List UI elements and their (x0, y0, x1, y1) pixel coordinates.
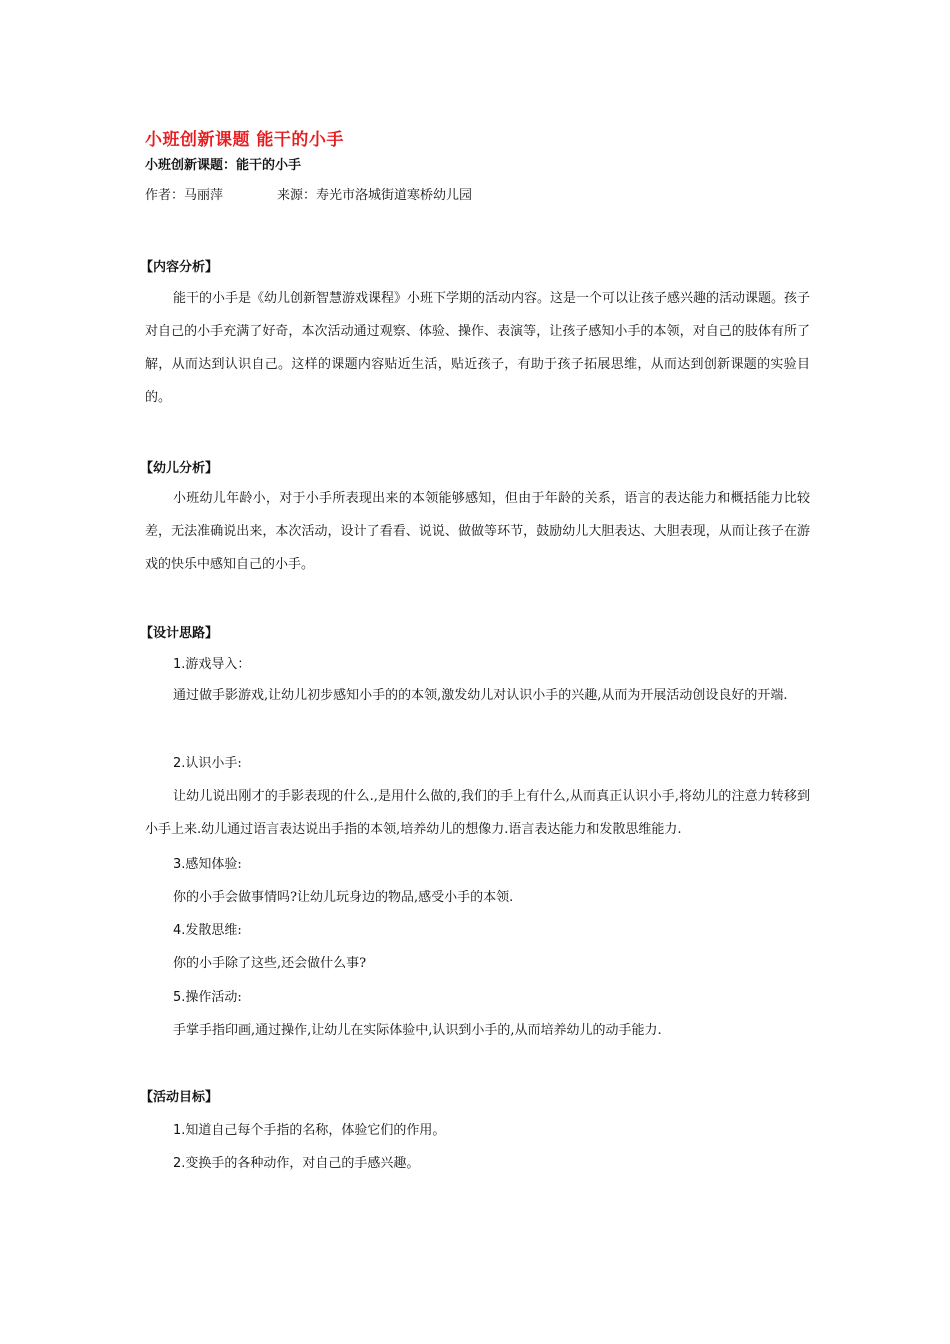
design-step-label (173, 752, 242, 771)
goal-item (173, 1119, 445, 1138)
section-heading-goals: 【活动目标】 (140, 1090, 219, 1105)
design-step-title: 发散思维: (185, 923, 242, 938)
content-analysis-paragraph: 能干的小手是《幼儿创新智慧游戏课程》小班下学期的活动内容。这是一个可以让孩子感兴趣的活动课题。孩子对自己的小手充满了好奇，本次活动通过观察、体验、操作、表演等，让孩子感知小手的本领，对自己的肢体有所了解，从而达到认识自己。这样的课题内容贴近生活，贴近孩子，有助于孩子拓展思维，从而达到创新课题的实验目的。 (145, 291, 811, 405)
design-step-number: 2. (173, 756, 186, 771)
source-label: 来源：寿光市洛城街道寒桥幼儿园 (277, 188, 473, 203)
author-label: 作者：马丽萍 (145, 188, 224, 203)
design-step-text: 你的小手会做事情吗?让幼儿玩身边的物品,感受小手的本领. (173, 890, 514, 905)
goal-text: 变换手的各种动作，对自己的手感兴趣。 (185, 1156, 420, 1171)
design-step-text: 你的小手除了这些,还会做什么事? (173, 956, 367, 971)
design-step-label (173, 853, 242, 872)
design-step-title: 感知体验: (185, 857, 242, 872)
design-step-title: 游戏导入： (185, 657, 251, 672)
design-step-number: 3. (173, 857, 186, 872)
design-step-number: 4. (173, 923, 186, 938)
design-step-title: 认识小手: (185, 756, 242, 771)
document-title: 小班创新课题 能干的小手 (145, 130, 344, 150)
child-analysis-paragraph: 小班幼儿年龄小，对于小手所表现出来的本领能够感知，但由于年龄的关系，语言的表达能力和概括能力比较差，无法准确说出来，本次活动，设计了看看、说说、做做等环节，鼓励幼儿大胆表达、大胆表现，从而让孩子在游戏的快乐中感知自己的小手。 (145, 491, 810, 572)
design-step-number: 5. (173, 990, 186, 1005)
goal-item (173, 1152, 419, 1171)
goal-number: 1. (173, 1123, 186, 1138)
design-step-title: 操作活动: (185, 990, 242, 1005)
document-subtitle: 小班创新课题：能干的小手 (145, 158, 302, 173)
goal-number: 2. (173, 1156, 186, 1171)
section-heading-design: 【设计思路】 (140, 626, 219, 641)
section-heading-content-analysis: 【内容分析】 (140, 260, 219, 275)
design-step-label (173, 986, 242, 1005)
design-step-text: 通过做手影游戏,让幼儿初步感知小手的的本领,激发幼儿对认识小手的兴趣,从而为开展活动创设良好的开端. (173, 688, 788, 703)
design-step-label (173, 919, 242, 938)
document-meta (145, 184, 472, 203)
design-step-text: 手掌手指印画,通过操作,让幼儿在实际体验中,认识到小手的,从而培养幼儿的动手能力. (173, 1023, 662, 1038)
section-heading-child-analysis: 【幼儿分析】 (140, 461, 219, 476)
design-step-number: 1. (173, 657, 186, 672)
design-step-text: 让幼儿说出刚才的手影表现的什么.,是用什么做的,我们的手上有什么,从而真正认识小手,将幼儿的注意力转移到小手上来.幼儿通过语言表达说出手指的本领,培养幼儿的想像力.语言表达能力和发散思维能力. (145, 789, 810, 837)
design-step-label (173, 653, 250, 672)
goal-text: 知道自己每个手指的名称，体验它们的作用。 (185, 1123, 446, 1138)
